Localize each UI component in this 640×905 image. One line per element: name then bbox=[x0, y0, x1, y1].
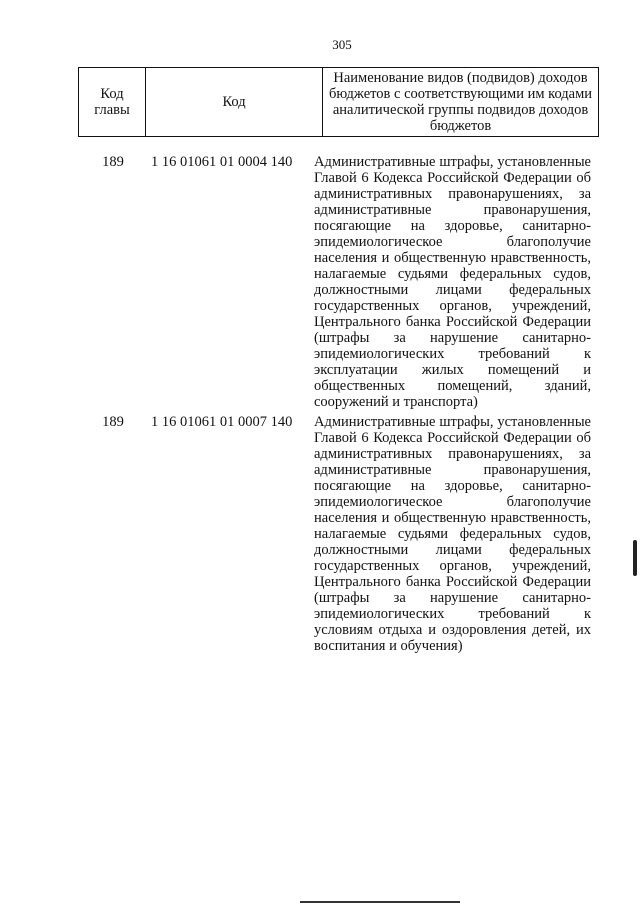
header-code: Код bbox=[145, 68, 322, 137]
scan-edge-mark bbox=[633, 540, 637, 576]
header-income-name: Наименование видов (подвидов) доходов бюджетов с соответствующими им кодами аналитической группы подвидов доходов бюджетов bbox=[323, 68, 599, 137]
page-number: 305 bbox=[332, 37, 352, 52]
row-code: 1 16 01061 01 0007 140 bbox=[151, 414, 293, 430]
header-chapter-code: Код главы bbox=[79, 68, 146, 137]
table-row bbox=[78, 154, 599, 410]
scan-bottom-line bbox=[300, 901, 460, 903]
row-chapter-code: 189 bbox=[102, 154, 124, 170]
header-row bbox=[79, 68, 599, 137]
row-chapter-code: 189 bbox=[102, 414, 124, 430]
row-income-name: Административные штрафы, установленные Главой 6 Кодекса Российской Федерации об административных правонарушениях, за административные правонарушения, посягающие на здоровье, санитарно-эпидемиологическое благополучие населения и общественную нравственность, налагаемые судьями федеральных судов, должностными лицами федеральных государственных органов, учреждений, Центрального банка Российской Федерации (штрафы за нарушение санитарно-эпидемиологических требований к условиям отдыха и оздоровления детей, их воспитания и обучения) bbox=[314, 414, 591, 654]
table-row bbox=[78, 414, 599, 654]
table-body bbox=[78, 154, 599, 654]
row-code: 1 16 01061 01 0004 140 bbox=[151, 154, 293, 170]
table-header bbox=[78, 67, 599, 137]
row-income-name: Административные штрафы, установленные Главой 6 Кодекса Российской Федерации об административных правонарушениях, за административные правонарушения, посягающие на здоровье, санитарно-эпидемиологическое благополучие населения и общественную нравственность, налагаемые судьями федеральных судов, должностными лицами федеральных государственных органов, учреждений, Центрального банка Российской Федерации (штрафы за нарушение санитарно-эпидемиологических требований к эксплуатации жилых помещений и общественных помещений, зданий, сооружений и транспорта) bbox=[314, 154, 591, 410]
